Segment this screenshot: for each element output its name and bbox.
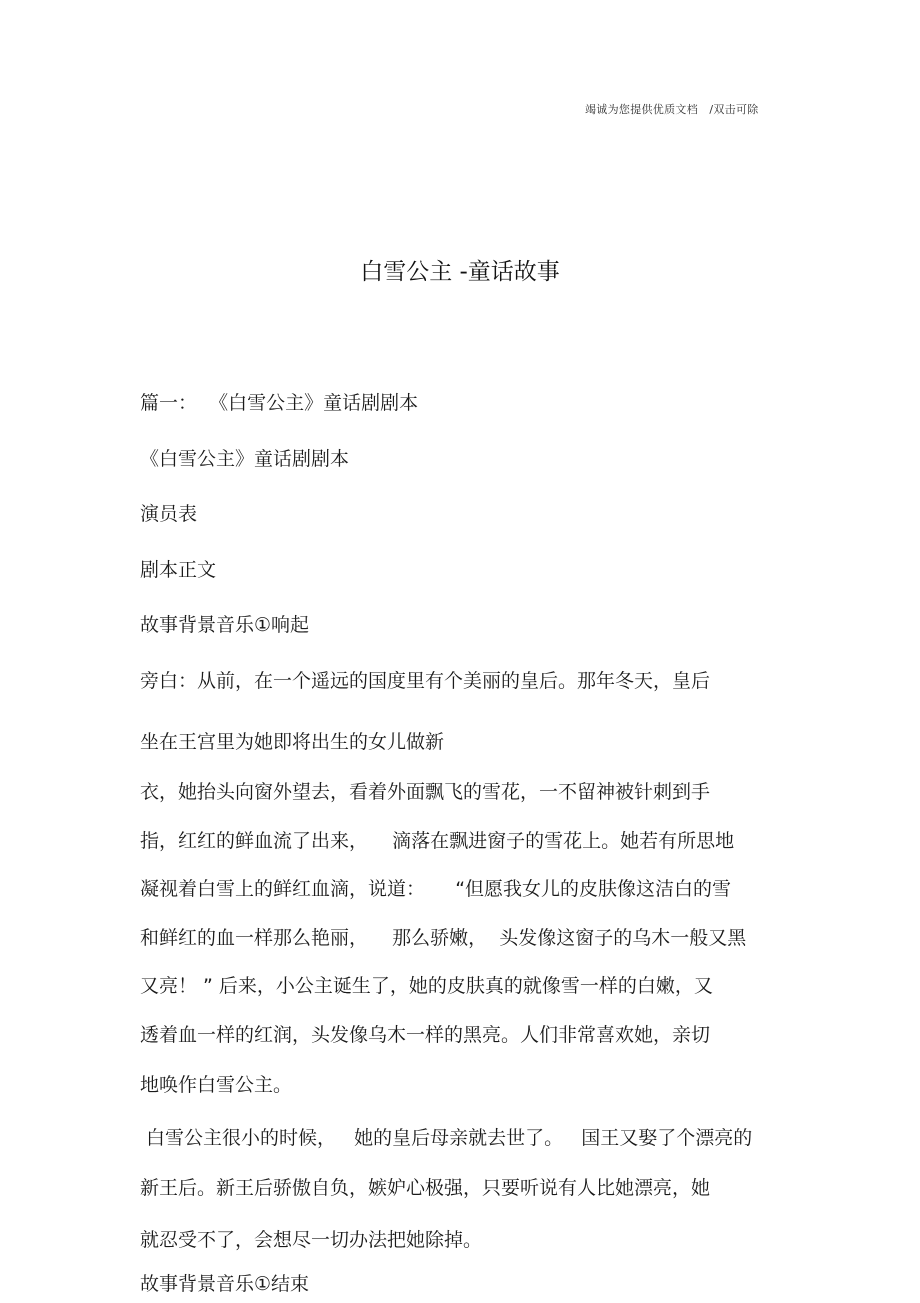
- paragraph-line: 地唤作白雪公主。: [140, 1074, 293, 1096]
- paragraph-line: 新王后。新王后骄傲自负，嫉妒心极强，只要听说有人比她漂亮，她: [140, 1177, 711, 1199]
- paragraph-line: 坐在王宫里为她即将出生的女儿做新: [140, 731, 445, 753]
- cast-list-heading: 演员表: [140, 503, 198, 525]
- paragraph-line: 和鲜红的血一样那么艳丽， 那么骄嫩， 头发像这窗子的乌木一般又黑: [140, 927, 747, 949]
- header-note: 竭诚为您提供优质文档 /双击可除: [585, 103, 759, 116]
- paragraph-line: 凝视着白雪上的鲜红血滴，说道： “但愿我女儿的皮肤像这洁白的雪: [140, 878, 732, 900]
- section-heading: 篇一： 《白雪公主》童话剧剧本: [140, 392, 419, 414]
- script-title: 《白雪公主》童话剧剧本: [140, 448, 350, 470]
- paragraph-line: 指，红红的鲜血流了出来， 滴落在飘进窗子的雪花上。她若有所思地: [140, 830, 735, 852]
- paragraph-line: 衣，她抬头向窗外望去，看着外面飘飞的雪花，一不留神被针刺到手: [140, 781, 711, 803]
- paragraph-line: 就忍受不了，会想尽一切办法把她除掉。: [140, 1229, 483, 1251]
- document-title: 白雪公主 -童话故事: [360, 259, 560, 285]
- stage-direction: 故事背景音乐①响起: [140, 614, 310, 636]
- stage-direction: 故事背景音乐①结束: [140, 1273, 310, 1295]
- paragraph-line: 白雪公主很小的时候， 她的皇后母亲就去世了。 国王又娶了个漂亮的: [140, 1127, 753, 1149]
- script-body-heading: 剧本正文: [140, 559, 217, 581]
- paragraph-line: 透着血一样的红润，头发像乌木一样的黑亮。人们非常喜欢她，亲切: [140, 1024, 711, 1046]
- paragraph-line: 又亮！ ” 后来，小公主诞生了，她的皮肤真的就像雪一样的白嫩，又: [140, 975, 713, 997]
- paragraph-line: 旁白：从前，在一个遥远的国度里有个美丽的皇后。那年冬天，皇后: [140, 670, 711, 692]
